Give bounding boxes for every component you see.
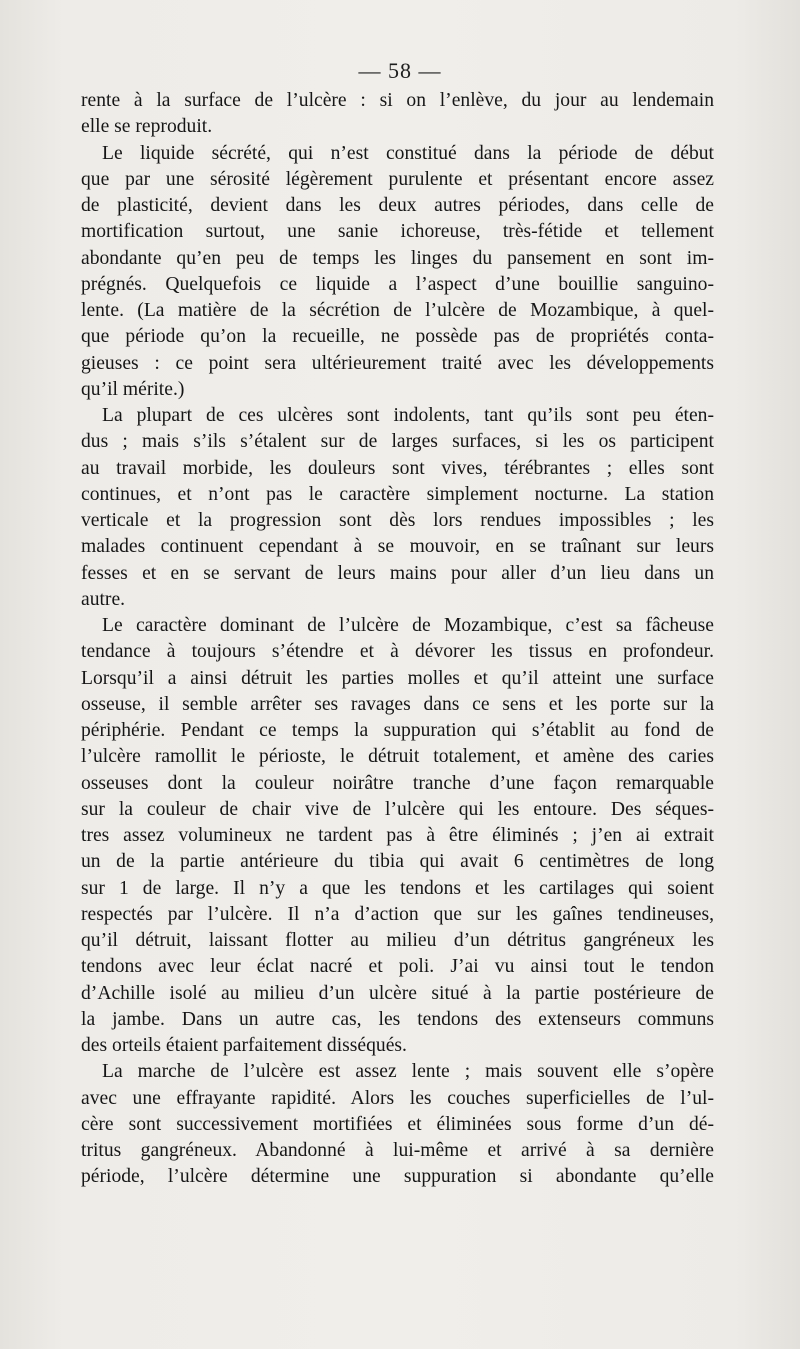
text-line: sur la couleur de chair vive de l’ulcère qui les entoure. Des séques- (81, 798, 714, 820)
text-line: de plasticité, devient dans les deux autres périodes, dans celle de (81, 195, 714, 216)
text-line: au travail morbide, les douleurs sont vives, térébrantes ; elles sont (81, 457, 714, 479)
text-line: que par une sérosité légèrement purulente et présentant encore assez (81, 168, 714, 190)
text-line: période, l’ulcère détermine une suppuration si abondante qu’elle (81, 1166, 714, 1188)
text-line: malades continuent cependant à se mouvoir, en se traînant sur leurs (81, 536, 714, 558)
text-line: mortification surtout, une sanie ichoreuse, très-fétide et tellement (81, 221, 714, 243)
text-line: tres assez volumineux ne tardent pas à être éliminés ; j’en ai extrait (81, 825, 714, 846)
text-line: rente à la surface de l’ulcère : si on l’enlève, du jour au lendemain (81, 90, 714, 111)
text-line: osseuses dont la couleur noirâtre tranche d’une façon remarquable (81, 772, 714, 794)
text-line: respectés par l’ulcère. Il n’a d’action que sur les gaînes tendineuses, (81, 903, 714, 925)
text-line: que période qu’on la recueille, ne possède pas de propriétés conta- (81, 326, 714, 348)
text-line: continues, et n’ont pas le caractère simplement nocturne. La station (81, 483, 714, 505)
text-line: tritus gangréneux. Abandonné à lui-même et arrivé à sa dernière (81, 1140, 714, 1161)
text-line: dus ; mais s’ils s’étalent sur de larges surfaces, si les os participent (81, 431, 714, 453)
paragraph (81, 88, 714, 141)
text-line: tendons avec leur éclat nacré et poli. J’ai vu ainsi tout le tendon (81, 956, 714, 978)
text-line: osseuse, il semble arrêter ses ravages dans ce sens et les porte sur la (81, 693, 714, 715)
text-line: sur 1 de large. Il n’y a que les tendons et les cartilages qui soient (81, 877, 714, 899)
text-line: Le caractère dominant de l’ulcère de Mozambique, c’est sa fâcheuse (102, 615, 714, 636)
text-line: tendance à toujours s’étendre et à dévorer les tissus en profondeur. (81, 641, 714, 663)
paragraph (81, 613, 714, 1059)
paragraph (81, 1059, 714, 1190)
text-line: d’Achille isolé au milieu d’un ulcère situé à la partie postérieure de (81, 982, 714, 1004)
text-line: un de la partie antérieure du tibia qui avait 6 centimètres de long (81, 851, 714, 873)
text-line: abondante qu’en peu de temps les linges du pansement en sont im- (81, 247, 714, 269)
paragraph (81, 403, 714, 613)
text-line: La plupart de ces ulcères sont indolents, tant qu’ils sont peu éten- (102, 405, 714, 426)
body-text (81, 88, 714, 1191)
text-line: fesses et en se servant de leurs mains pour aller d’un lieu dans un (81, 562, 714, 584)
text-line: prégnés. Quelquefois ce liquide a l’aspect d’une bouillie sanguino- (81, 273, 714, 295)
text-line: l’ulcère ramollit le périoste, le détruit totalement, et amène des caries (81, 746, 714, 768)
text-line: la jambe. Dans un autre cas, les tendons des extenseurs communs (81, 1008, 714, 1030)
text-line: qu’il mérite.) (81, 378, 185, 400)
text-line: lente. (La matière de la sécrétion de l’ulcère de Mozambique, à quel- (81, 300, 714, 321)
page-number: — 58 — (358, 58, 442, 83)
text-line: Le liquide sécrété, qui n’est constitué dans la période de début (102, 142, 714, 164)
text-line: qu’il détruit, laissant flotter au milieu d’un détritus gangréneux les (81, 930, 714, 951)
text-line: Lorsqu’il a ainsi détruit les parties molles et qu’il atteint une surface (81, 667, 714, 689)
text-line: gieuses : ce point sera ultérieurement traité avec les développements (81, 352, 714, 374)
text-line: des orteils étaient parfaitement disséqués. (81, 1035, 407, 1056)
paragraph (81, 141, 714, 404)
text-line: verticale et la progression sont dès lors rendues impossibles ; les (81, 510, 714, 531)
text-line: cère sont successivement mortifiées et éliminées sous forme d’un dé- (81, 1113, 714, 1135)
text-line: périphérie. Pendant ce temps la suppuration qui s’établit au fond de (81, 720, 714, 741)
text-line: elle se reproduit. (81, 116, 213, 138)
text-line: avec une effrayante rapidité. Alors les couches superficielles de l’ul- (81, 1087, 714, 1109)
text-line: La marche de l’ulcère est assez lente ; mais souvent elle s’opère (102, 1061, 714, 1083)
text-line: autre. (81, 588, 126, 610)
